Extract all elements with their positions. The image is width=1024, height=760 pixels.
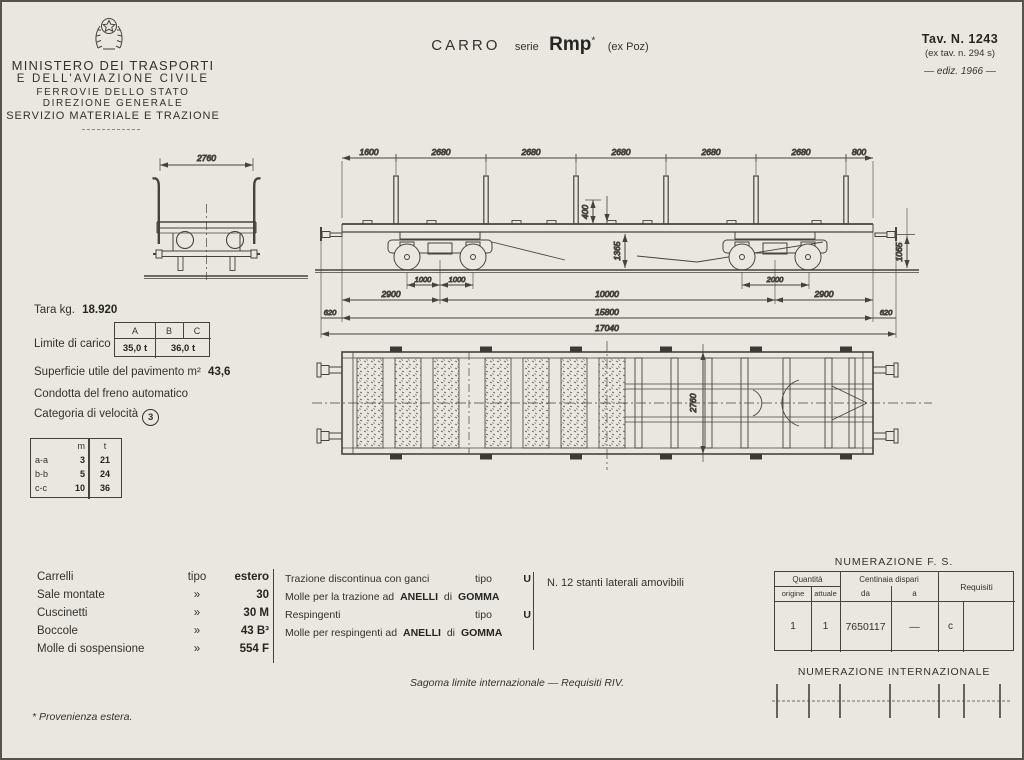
- fs-header-centinaia: Centinaia dispari: [859, 574, 919, 584]
- categoria-label: Categoria di velocità: [34, 408, 139, 420]
- end-view-drawing: [140, 152, 312, 294]
- distance-row-t: 24: [99, 469, 110, 479]
- dim-axle-2: 1000: [448, 275, 466, 284]
- ministry-line-4: DIREZIONE GENERALE: [42, 98, 184, 109]
- plate-ediz: — ediz. 1966 —: [924, 66, 996, 77]
- traction-bold: GOMMA: [458, 591, 500, 603]
- dim-span-2: 2680: [431, 147, 451, 157]
- fs-header-origine: origine: [781, 589, 805, 598]
- fs-value-attuale: 1: [822, 621, 829, 632]
- equipment-label: Molle di sospensione: [37, 643, 145, 655]
- fs-header-da: da: [861, 589, 870, 598]
- traction-row-2: [285, 591, 499, 603]
- dim-span-3: 2680: [521, 147, 541, 157]
- dim-span-1: 1600: [359, 147, 379, 157]
- fs-header-quantita: Quantità: [792, 574, 823, 584]
- limite-header-c: C: [193, 325, 201, 336]
- fs-value-da: 7650117: [845, 620, 886, 633]
- ministry-divider: [82, 129, 140, 130]
- equipment-tipo: tipo: [187, 571, 207, 583]
- dim-span-4: 2680: [611, 147, 631, 157]
- equipment-value: 30: [256, 589, 269, 601]
- dim-span-7: 800: [851, 147, 867, 157]
- traction-text: Respingenti: [285, 609, 341, 621]
- equipment-label: Sale montate: [37, 589, 105, 601]
- end-stake-left: [153, 178, 159, 244]
- equipment-tipo: »: [193, 643, 201, 655]
- distance-row-key: c-c: [35, 483, 47, 493]
- limite-value-a: 35,0 t: [122, 342, 148, 354]
- dim-span-6: 2680: [791, 147, 811, 157]
- fs-header-attuale: attuale: [814, 589, 837, 598]
- ministry-line-1: MINISTERO DEI TRASPORTI: [11, 58, 215, 73]
- equipment-tipo: »: [193, 625, 201, 637]
- state-emblem-icon: [90, 15, 128, 53]
- limite-header-a: A: [131, 325, 138, 336]
- distance-row-m: 3: [79, 455, 85, 465]
- distance-row-t: 21: [99, 455, 110, 465]
- distance-row-m: 10: [74, 483, 85, 493]
- equipment-row-cuscinetti: [37, 607, 269, 619]
- dim-pivot-distance: 10000: [595, 289, 619, 299]
- equipment-value: estero: [234, 571, 269, 583]
- superficie-line: [34, 366, 230, 378]
- divider-equipment: [273, 569, 274, 663]
- superficie-value: 43,6: [208, 366, 231, 378]
- title-serie-label: serie: [514, 41, 539, 53]
- equipment-value: 30 M: [243, 607, 269, 619]
- dim-deck-height: 1365: [612, 241, 622, 261]
- distance-row-key: b-b: [35, 469, 49, 479]
- side-view-drawing: [307, 148, 937, 348]
- dim-stake-offset: 400: [580, 204, 590, 220]
- fs-value-origine: 1: [790, 621, 796, 632]
- equipment-row-molle: [37, 643, 269, 655]
- dim-overhang-left: 2900: [381, 289, 401, 299]
- title-star: *: [591, 35, 596, 47]
- distance-row-m: 5: [79, 469, 85, 479]
- tara-line: [34, 304, 117, 316]
- side-stakes: [394, 176, 848, 224]
- plan-view-drawing: [307, 338, 937, 473]
- plank-floor: [357, 358, 625, 448]
- numerazione-fs-table: [774, 571, 1014, 651]
- stanti-note: N. 12 stanti laterali amovibili: [547, 577, 684, 589]
- page-title: [380, 34, 700, 56]
- dim-end-width: 2760: [197, 153, 216, 163]
- dim-overhang-right: 2900: [814, 289, 834, 299]
- dim-buffer-height: 1065: [894, 242, 904, 262]
- plate-tav: Tav. N. 1243: [921, 32, 999, 46]
- traction-text: Molle per la trazione ad: [285, 591, 395, 603]
- dim-wheelbase: 2000: [766, 275, 784, 284]
- fs-value-requisiti-1: c: [948, 621, 953, 632]
- equipment-tipo: »: [193, 607, 201, 619]
- categoria-value: 3: [142, 409, 159, 426]
- limite-header-b: B: [165, 325, 172, 336]
- traction-row-1: [285, 573, 531, 585]
- equipment-row-carrelli: [37, 571, 269, 583]
- tara-value: 18.920: [82, 304, 118, 316]
- distance-col-m: m: [77, 441, 85, 451]
- traction-tipo: tipo: [475, 573, 492, 585]
- categoria-line: [34, 408, 159, 426]
- traction-text: di: [446, 627, 456, 639]
- numerazione-int-grid: [770, 680, 1018, 724]
- traction-bold: ANELLI: [400, 591, 438, 603]
- title-series: Rmp: [549, 34, 592, 55]
- dim-span-5: 2680: [701, 147, 721, 157]
- sagoma-note: Sagoma limite internazionale — Requisiti RIV.: [410, 677, 624, 689]
- traction-row-4: [285, 627, 502, 639]
- dim-buffer-left: 620: [323, 308, 337, 317]
- limite-label: Limite di carico: [34, 338, 111, 350]
- divider-traction: [533, 572, 534, 650]
- plate-ex-tav: (ex tav. n. 294 s): [924, 48, 996, 59]
- equipment-value: 554 F: [239, 643, 269, 655]
- traction-bold: GOMMA: [460, 627, 503, 639]
- title-ex: (ex Poz): [607, 41, 649, 53]
- traction-value: U: [523, 609, 531, 621]
- dim-total-length: 17040: [595, 323, 619, 333]
- traction-tipo: tipo: [475, 609, 492, 621]
- traction-value: U: [523, 573, 531, 585]
- distance-col-t: t: [103, 441, 107, 451]
- equipment-label: Boccole: [37, 625, 78, 637]
- distance-table: [30, 438, 122, 498]
- fs-value-a: —: [909, 620, 920, 633]
- distance-row-t: 36: [99, 483, 110, 493]
- ministry-line-2: E DELL'AVIAZIONE CIVILE: [16, 73, 210, 85]
- traction-text: di: [443, 591, 453, 603]
- fs-header-requisiti: Requisiti: [960, 581, 993, 592]
- ministry-line-3: FERROVIE DELLO STATO: [36, 87, 190, 98]
- equipment-label: Cuscinetti: [37, 607, 88, 619]
- dim-axle-1: 1000: [414, 275, 432, 284]
- numerazione-int-title: NUMERAZIONE INTERNAZIONALE: [797, 666, 991, 678]
- ministry-line-5: SERVIZIO MATERIALE E TRAZIONE: [6, 110, 220, 122]
- distance-row-key: a-a: [35, 455, 49, 465]
- dim-plan-width: 2760: [688, 393, 698, 413]
- limite-value-bc: 36,0 t: [170, 342, 196, 354]
- provenienza-note: * Provenienza estera.: [32, 711, 133, 723]
- traction-text: Trazione discontinua con ganci: [285, 573, 430, 585]
- tara-label: Tara kg.: [34, 304, 75, 316]
- traction-text: Molle per respingenti ad: [285, 627, 398, 639]
- buffer-right: [875, 227, 896, 241]
- fs-value-requisiti-2: [963, 601, 1015, 652]
- buffer-left: [321, 227, 342, 241]
- traction-row-3: [285, 609, 531, 621]
- dim-buffer-right: 620: [879, 308, 893, 317]
- equipment-label: Carrelli: [37, 571, 74, 583]
- condotta-line: Condotta del freno automatico: [34, 388, 189, 400]
- equipment-row-boccole: [37, 625, 269, 637]
- equipment-tipo: »: [193, 589, 201, 601]
- end-stake-right: [254, 178, 260, 244]
- numerazione-fs-title: NUMERAZIONE F. S.: [834, 556, 954, 568]
- equipment-value: 43 B³: [240, 625, 269, 637]
- superficie-label: Superficie utile del pavimento m²: [34, 366, 201, 378]
- limite-table: [114, 322, 210, 357]
- traction-bold: ANELLI: [403, 627, 441, 639]
- fs-header-a: a: [912, 589, 917, 598]
- dim-frame-length: 15800: [595, 307, 619, 317]
- title-carro: CARRO: [431, 37, 501, 54]
- equipment-row-sale: [37, 589, 269, 601]
